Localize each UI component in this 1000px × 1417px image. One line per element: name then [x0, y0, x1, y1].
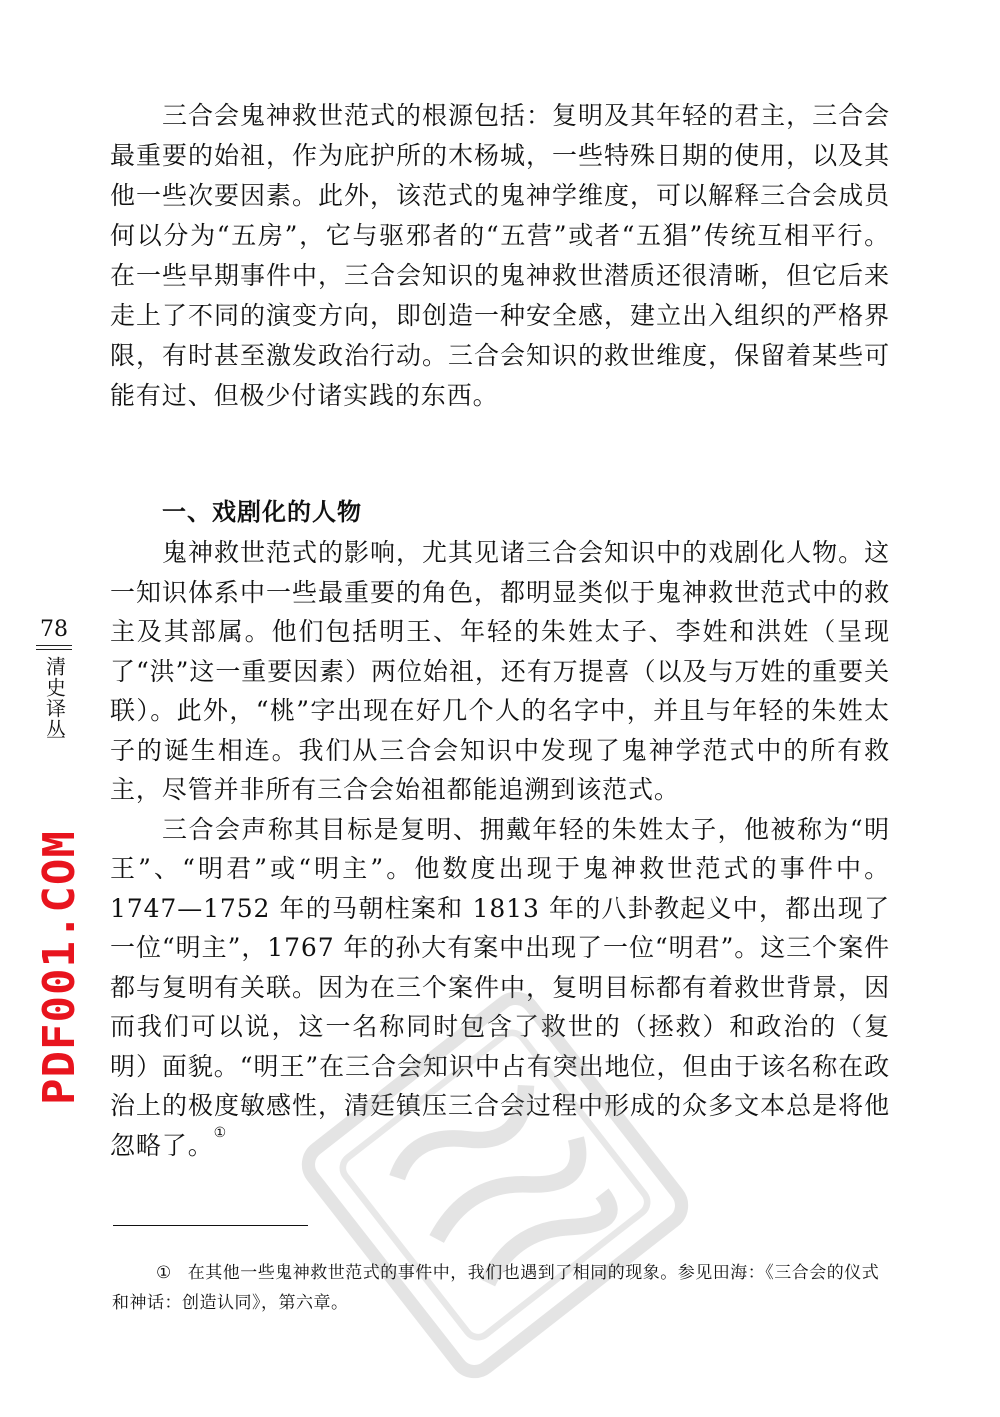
footnote-text: 在其他一些鬼神救世范式的事件中，我们也遇到了相同的现象。参见田海：《三合会的仪式和神话：创造认同》，第六章。 — [112, 1263, 880, 1313]
footnote-reference[interactable]: ① — [213, 1124, 228, 1141]
footnote-separator — [113, 1225, 308, 1226]
paragraph-text: 三合会声称其目标是复明、拥戴年轻的朱姓太子，他被称为“明王”、“明君”或“明主”。他数度出现于鬼神救世范式的事件中。1747—1752 年的马朝柱案和 1813 年的八卦教起义中，都出现了一位“明主”，1767 年的孙大有案中出现了一位“明君”。这三个案件都与复明有关联。因为在三个案件中，复明目标都有着救世背景，因而我们可以说，这一名称同时包含了救世的（拯救）和政治的（复明）面貌。“明王”在三合会知识中占有突出地位，但由于该名称在政治上的极度敏感性，清廷镇压三合会过程中形成的众多文本总是将他忽略了。 — [110, 814, 890, 1160]
page-number: 78 — [40, 617, 68, 642]
paragraph: 鬼神救世范式的影响，尤其见诸三合会知识中的戏剧化人物。这一知识体系中一些最重要的角色，都明显类似于鬼神救世范式中的救主及其部属。他们包括明王、年轻的朱姓太子、李姓和洪姓（呈现了“洪”这一重要因素）两位始祖，还有万提喜（以及与万姓的重要关联）。此外，“桃”字出现在好几个人的名字中，并且与年轻的朱姓太子的诞生相连。我们从三合会知识中发现了鬼神学范式中的所有救主，尽管并非所有三合会始祖都能追溯到该范式。 — [110, 538, 890, 804]
margin-sidebar — [34, 617, 74, 740]
footnote — [112, 1258, 892, 1318]
watermark-text: PDF001.COM — [34, 830, 85, 1105]
section-heading: 一、戏剧化的人物 — [162, 498, 362, 526]
series-title: 清史译丛 — [42, 656, 67, 740]
footnote-marker: ① — [156, 1263, 172, 1283]
paragraph: 三合会鬼神救世范式的根源包括：复明及其年轻的君主，三合会最重要的始祖，作为庇护所的木杨城，一些特殊日期的使用，以及其他一些次要因素。此外，该范式的鬼神学维度，可以解释三合会成员何以分为“五房”，它与驱邪者的“五营”或者“五猖”传统互相平行。在一些早期事件中，三合会知识的鬼神救世潜质还很清晰，但它后来走上了不同的演变方向，即创造一种安全感，建立出入组织的严格界限，有时甚至激发政治行动。三合会知识的救世维度，保留着某些可能有过、但极少付诸实践的东西。 — [110, 101, 890, 410]
body-text-upper — [110, 96, 890, 416]
page-number-rule — [36, 645, 72, 650]
